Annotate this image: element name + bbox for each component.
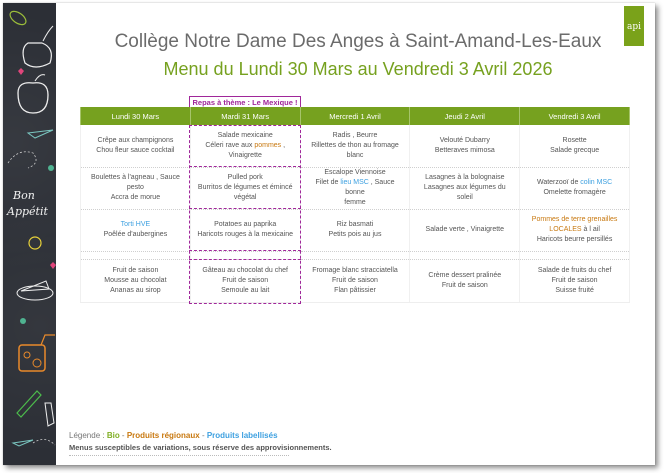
day-header: Lundi 30 Mars <box>81 107 191 125</box>
dish-cell <box>190 125 300 167</box>
dish-line <box>307 266 404 276</box>
dish-line <box>197 173 294 183</box>
dish-line <box>87 173 184 183</box>
course-row <box>81 125 630 167</box>
spacer-cell <box>410 251 520 259</box>
regional-product: Pommes de terre grenailles <box>531 216 618 223</box>
theme-tag: Repas à thème : Le Mexique ! <box>189 96 301 110</box>
dish-line <box>416 271 513 281</box>
dish-text: Filet de <box>315 179 341 186</box>
spacer-cell <box>81 251 191 259</box>
dish-line <box>197 220 294 230</box>
dish-text: Céleri rave aux <box>205 141 255 149</box>
week-title: Menu du Lundi 30 Mars au Vendredi 3 Avril 2026 <box>163 59 553 79</box>
dish-text: Crème dessert pralinée <box>428 271 502 279</box>
legend-prefix: Légende : <box>69 431 107 440</box>
radish-icon <box>23 43 51 67</box>
dish-text: végétal <box>233 194 257 201</box>
dish-line <box>526 215 623 225</box>
dish-line <box>307 286 404 296</box>
dish-line <box>307 178 404 198</box>
paper-plane-icon-2 <box>13 440 33 446</box>
dish-cell <box>190 259 300 302</box>
dish-line <box>87 220 184 230</box>
dish-text: Lasagnes aux légumes du soleil <box>423 184 506 201</box>
cake-plate-icon <box>17 286 53 300</box>
dish-cell <box>520 167 630 209</box>
day-header-row <box>81 107 630 125</box>
dish-cell <box>520 259 630 302</box>
apple-icon <box>18 83 48 113</box>
dish-text: Rosette <box>562 136 587 144</box>
dish-cell <box>300 167 410 209</box>
dish-line <box>307 131 404 141</box>
dish-text: Petits pois au jus <box>328 231 382 238</box>
dish-cell <box>190 167 300 209</box>
dish-text: Velouté Dubarry <box>439 136 490 144</box>
dish-line <box>526 188 623 198</box>
dish-line <box>197 266 294 276</box>
dish-line <box>307 220 404 230</box>
dish-line <box>87 266 184 276</box>
dish-text: Lasagnes à la bolognaise <box>425 174 505 181</box>
dish-text: femme <box>344 199 366 206</box>
dish-cell <box>520 209 630 251</box>
dish-text: Chou fleur sauce cocktail <box>96 146 175 154</box>
dish-cell <box>81 259 191 302</box>
heart-icon-2 <box>50 262 56 269</box>
dish-text: Salade verte , Vinaigrette <box>425 226 505 233</box>
flower-icon <box>48 165 54 171</box>
dish-line <box>526 136 623 146</box>
dish-text: Rillettes de thon au fromage <box>311 141 399 149</box>
dish-line <box>87 286 184 296</box>
chalkboard-sidebar <box>3 3 56 465</box>
dish-line <box>87 136 184 146</box>
dish-text: Vinaigrette <box>228 151 262 159</box>
dish-text: Salade grecque <box>550 146 600 154</box>
legend-labelled: Produits labellisés <box>206 431 278 440</box>
dish-cell <box>520 125 630 167</box>
dish-text: Haricots beurre persillés <box>536 236 613 243</box>
menu-sheet <box>3 3 655 465</box>
dish-line <box>526 146 623 156</box>
dish-text: Omelette fromagère <box>543 189 606 196</box>
day-header: Vendredi 3 Avril <box>520 107 630 125</box>
dish-cell <box>81 209 191 251</box>
dish-text: Gâteau au chocolat du chef <box>202 266 288 274</box>
dish-text: Suisse fruité <box>555 286 594 294</box>
dish-line <box>87 230 184 240</box>
dish-text: Waterzooï de <box>536 179 581 186</box>
day-header: Mardi 31 Mars <box>190 107 300 125</box>
dish-text: pesto <box>126 184 144 191</box>
dish-text: Salade de fruits du chef <box>537 266 612 274</box>
api-logo: api <box>624 6 644 46</box>
heart-icon <box>18 68 24 75</box>
legend-bio: Bio <box>106 431 120 440</box>
dish-line <box>307 276 404 286</box>
dish-text: blanc <box>346 151 364 159</box>
dish-text: Ananas au sirop <box>110 286 161 294</box>
dish-text: Haricots rouges à la mexicaine <box>197 231 294 238</box>
dish-line <box>87 146 184 156</box>
dish-line <box>307 151 404 161</box>
day-header: Mercredi 1 Avril <box>300 107 410 125</box>
dish-line <box>307 168 404 178</box>
dish-line <box>526 178 623 188</box>
dish-text: Betteraves mimosa <box>434 146 495 154</box>
flower-icon-2 <box>20 318 26 324</box>
dish-text: Accra de morue <box>110 194 161 201</box>
dish-line <box>197 151 294 161</box>
dish-text: Potatoes au paprika <box>214 221 277 228</box>
dish-cell <box>300 259 410 302</box>
menu-table <box>80 107 630 303</box>
white-pencil-icon <box>45 403 54 426</box>
dish-line <box>197 183 294 193</box>
dish-text: , <box>281 141 286 149</box>
slogan-line1: Bon <box>13 189 35 202</box>
leaf-icon <box>8 9 28 28</box>
regional-product: pommes <box>254 141 282 149</box>
dish-text: Fruit de saison <box>332 276 378 284</box>
dish-line <box>87 276 184 286</box>
dish-text: Mousse au chocolat <box>104 276 167 284</box>
dish-line <box>197 230 294 240</box>
green-pencil-icon <box>17 391 41 417</box>
course-row <box>81 209 630 251</box>
dish-line <box>416 281 513 291</box>
dish-text: Riz basmati <box>336 221 374 228</box>
dish-line <box>526 235 623 245</box>
school-title: Collège Notre Dame Des Anges à Saint-Amand-Les-Eaux <box>114 31 602 52</box>
dish-text: Poêlée d'aubergines <box>103 231 168 238</box>
dish-line <box>87 193 184 203</box>
dish-line <box>307 141 404 151</box>
lightbulb-icon <box>29 237 41 249</box>
day-header: Jeudi 2 Avril <box>410 107 520 125</box>
spacer-cell <box>190 251 300 259</box>
fine-print <box>69 455 289 457</box>
dish-line <box>197 286 294 296</box>
dish-text: Semoule au lait <box>221 286 270 294</box>
spacer-cell <box>300 251 410 259</box>
dish-line <box>526 276 623 286</box>
labelled-product: lieu MSC <box>340 179 369 186</box>
disclaimer: Menus susceptibles de variations, sous réserve des approvisionnements. <box>69 443 332 452</box>
spacer-row <box>81 251 630 259</box>
dish-line <box>416 183 513 203</box>
dish-text: Fruit de saison <box>551 276 598 284</box>
dish-line <box>416 146 513 156</box>
dish-text: Salade mexicaine <box>217 131 273 139</box>
dish-text: Fruit de saison <box>112 266 159 274</box>
dish-cell <box>410 209 520 251</box>
legend <box>69 431 278 440</box>
chalk-doodles <box>3 3 56 465</box>
dish-cell <box>300 125 410 167</box>
dish-line <box>526 225 623 235</box>
dish-text: , Sauce bonne <box>345 179 395 196</box>
dish-line <box>416 225 513 235</box>
dish-line <box>197 193 294 203</box>
dish-line <box>307 230 404 240</box>
dish-line <box>197 276 294 286</box>
juice-glass-icon <box>19 345 45 371</box>
legend-regional: Produits régionaux <box>126 431 200 440</box>
dish-line <box>416 136 513 146</box>
dish-text: Flan pâtissier <box>334 286 376 294</box>
slogan-line2: Appétit <box>7 205 48 218</box>
labelled-product: colin MSC <box>580 179 613 186</box>
dish-cell <box>81 125 191 167</box>
dish-cell <box>190 209 300 251</box>
regional-product: LOCALES <box>549 226 582 233</box>
dish-line <box>526 266 623 276</box>
dish-line <box>197 131 294 141</box>
dish-text: Fromage blanc stracciatella <box>312 266 398 274</box>
paper-plane-icon <box>28 130 53 138</box>
dish-line <box>307 198 404 208</box>
course-row <box>81 167 630 209</box>
dish-cell <box>410 167 520 209</box>
labelled-product: Torti HVE <box>120 221 151 228</box>
dish-line <box>87 183 184 193</box>
legend-sep: - <box>119 431 127 440</box>
dish-text: Fruit de saison <box>222 276 269 284</box>
dish-line <box>526 286 623 296</box>
dish-text: Escalope Viennoise <box>324 169 386 176</box>
dish-text: Burritos de légumes et émincé <box>197 184 293 191</box>
dish-cell <box>410 259 520 302</box>
dish-cell <box>81 167 191 209</box>
dish-text: Radis , Beurre <box>332 131 378 139</box>
dish-line <box>416 173 513 183</box>
dish-text: Crêpe aux champignons <box>97 136 174 144</box>
dish-cell <box>300 209 410 251</box>
legend-sep: - <box>199 431 207 440</box>
dish-text: Pulled pork <box>227 174 263 181</box>
spacer-cell <box>520 251 630 259</box>
dish-text: Boulettes à l'agneau , Sauce <box>90 174 180 181</box>
dish-cell <box>410 125 520 167</box>
dish-text: Fruit de saison <box>441 281 488 289</box>
dish-text: à l ail <box>581 226 600 233</box>
dish-line <box>197 141 294 151</box>
course-row <box>81 259 630 302</box>
